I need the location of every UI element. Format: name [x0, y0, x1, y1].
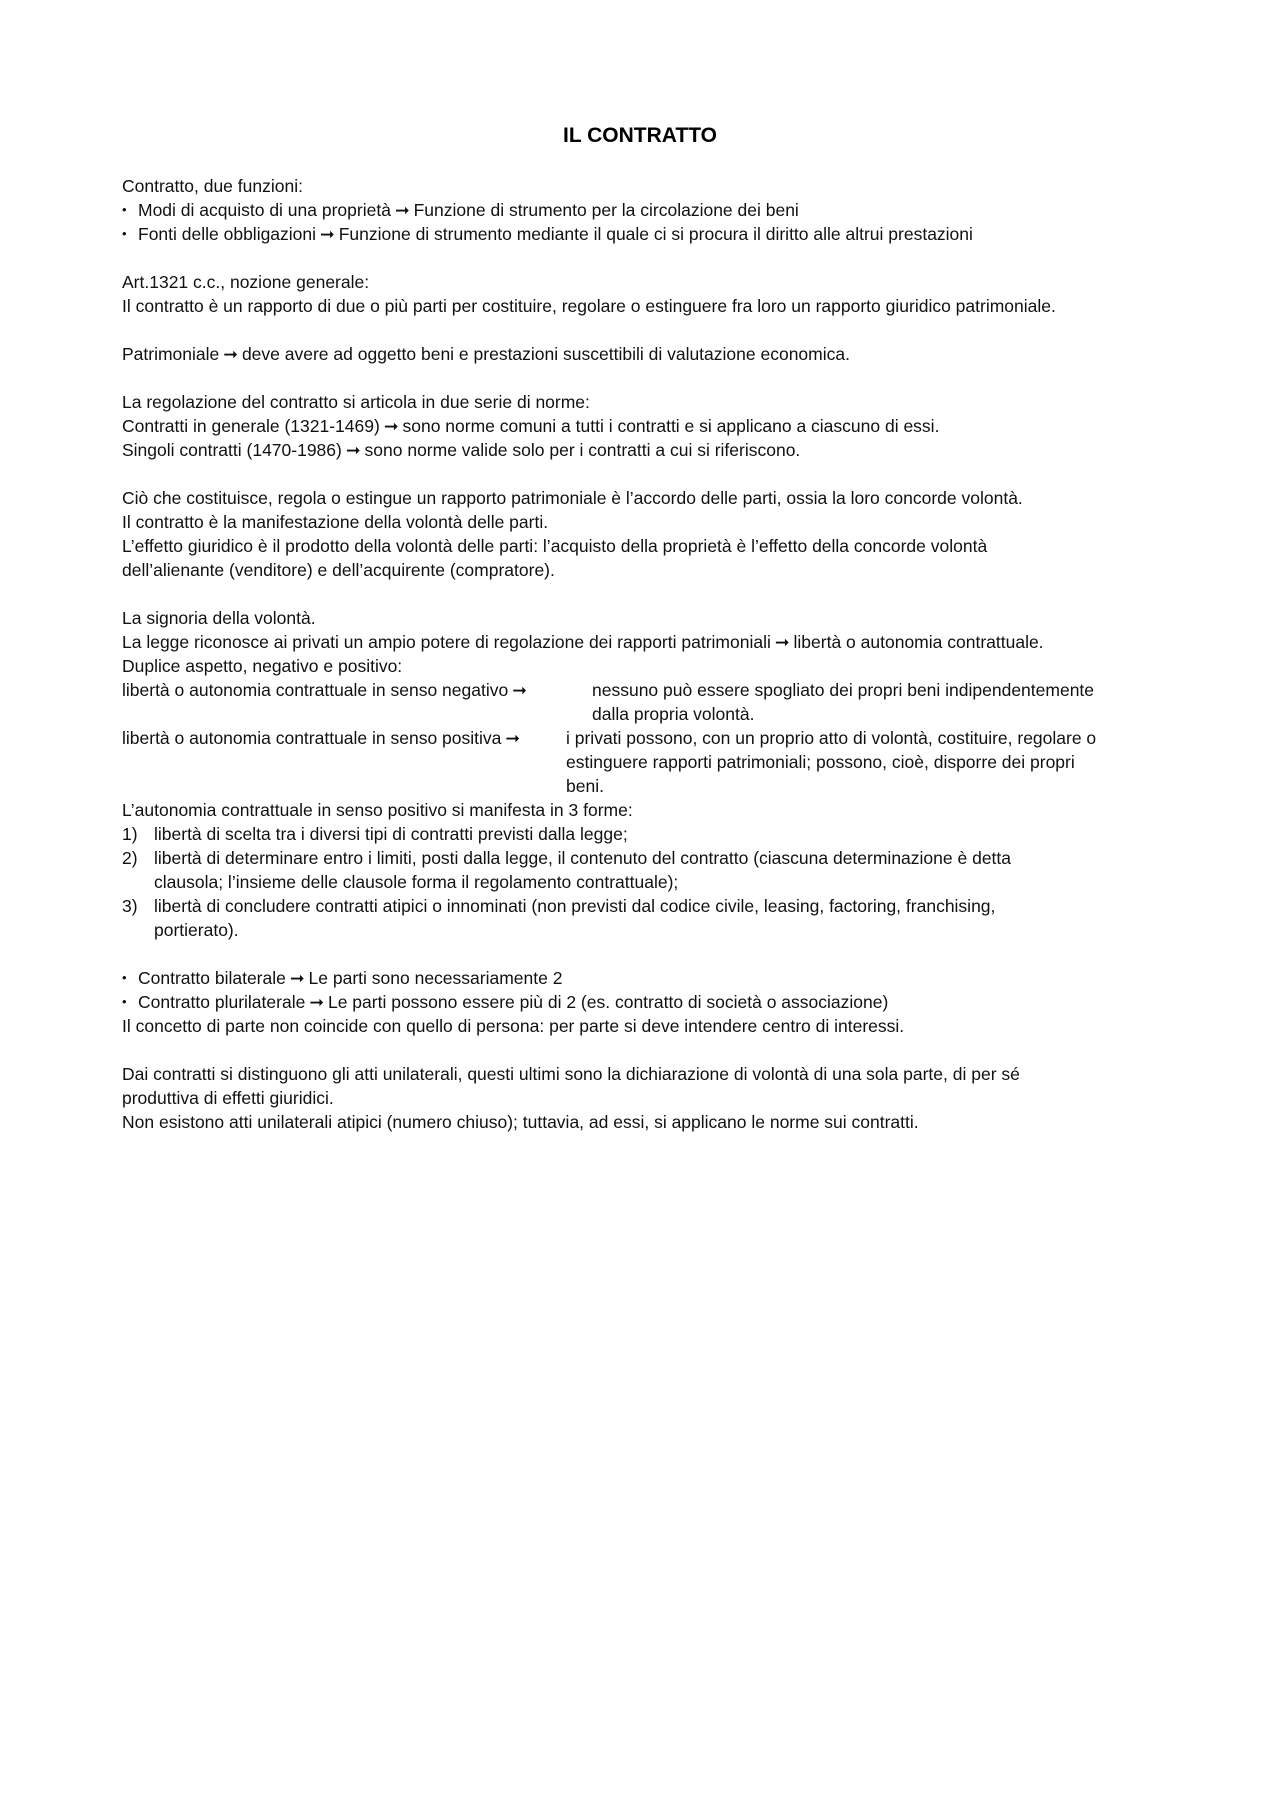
numbered-item: 3) libertà di concludere contratti atipici o innominati (non previsti dal codice civile, leasing, factoring, franchising, portierato).: [122, 896, 996, 940]
paragraph-line: Dai contratti si distinguono gli atti unilaterali, questi ultimi sono la dichiarazione di volontà di una sola parte, di per sé: [122, 1064, 1020, 1084]
arrow-right-icon: ➞: [394, 200, 410, 220]
arrow-right-icon: ➞: [320, 224, 335, 244]
list-item: • Modi di acquisto di una proprietà ➞ Funzione di strumento per la circolazione dei beni: [122, 200, 799, 220]
arrow-right-icon: ➞: [345, 440, 361, 460]
negative-autonomy-row: [122, 678, 1182, 726]
arrow-right-icon: ➞: [774, 632, 790, 652]
arrow-right-icon: ➞: [512, 680, 527, 700]
arrow-right-icon: ➞: [223, 344, 238, 364]
list-item: • Contratto plurilaterale ➞ Le parti possono essere più di 2 (es. contratto di società o associazione): [122, 992, 889, 1012]
arrow-right-icon: ➞: [289, 968, 305, 988]
functions-intro: Contratto, due funzioni:: [122, 176, 303, 196]
section-heading: La signoria della volontà.: [122, 608, 316, 628]
definition-description: nessuno può essere spogliato dei propri beni indipendentemente dalla propria volontà.: [592, 680, 1095, 724]
paragraph-line: produttiva di effetti giuridici.: [122, 1088, 334, 1108]
single-contracts-line: Singoli contratti (1470-1986) ➞ sono norme valide solo per i contratti a cui si riferiscono.: [122, 440, 801, 460]
general-contracts-line: Contratti in generale (1321-1469) ➞ sono norme comuni a tutti i contratti e si applicano a ciascuno di essi.: [122, 416, 940, 436]
bullet-icon: •: [122, 202, 127, 217]
article-heading: Art.1321 c.c., nozione generale:: [122, 272, 370, 292]
bullet-icon: •: [122, 994, 127, 1009]
paragraph-line: Ciò che costituisce, regola o estingue un rapporto patrimoniale è l’accordo delle parti, ossia la loro concorde volontà.: [122, 488, 1023, 508]
definition-term: libertà o autonomia contrattuale in senso positiva ➞: [122, 728, 521, 748]
list-item: • Contratto bilaterale ➞ Le parti sono necessariamente 2: [122, 968, 563, 988]
bullet-icon: •: [122, 970, 127, 985]
forms-intro: L’autonomia contrattuale in senso positivo si manifesta in 3 forme:: [122, 800, 633, 820]
arrow-right-icon: ➞: [505, 728, 521, 748]
definition-description: i privati possono, con un proprio atto di volontà, costituire, regolare o estinguere rapporti patrimoniali; possono, cioè, disporre dei propri beni.: [566, 728, 1097, 796]
paragraph-line: dell’alienante (venditore) e dell’acquirente (compratore).: [122, 560, 555, 580]
patrimoniale-definition: Patrimoniale ➞ deve avere ad oggetto beni e prestazioni suscettibili di valutazione economica.: [122, 344, 850, 364]
list-item: • Fonti delle obbligazioni ➞ Funzione di strumento mediante il quale ci si procura il diritto alle altrui prestazioni: [122, 224, 973, 244]
numbered-item: 2) libertà di determinare entro i limiti, posti dalla legge, il contenuto del contratto (ciascuna determinazione è detta clausola; l’insieme delle clausole forma il regolamento contrattuale);: [122, 848, 1012, 892]
document-body: [122, 174, 1182, 1134]
arrow-right-icon: ➞: [383, 416, 399, 436]
numbered-item: 1) libertà di scelta tra i diversi tipi di contratti previsti dalla legge;: [122, 824, 628, 844]
regulation-intro: La regolazione del contratto si articola in due serie di norme:: [122, 392, 590, 412]
paragraph-line: Non esistono atti unilaterali atipici (numero chiuso); tuttavia, ad essi, si applicano le norme sui contratti.: [122, 1112, 919, 1132]
paragraph-line: Duplice aspetto, negativo e positivo:: [122, 656, 403, 676]
paragraph-line: L’effetto giuridico è il prodotto della volontà delle parti: l’acquisto della proprietà è l’effetto della concorde volontà: [122, 536, 988, 556]
definition-term: libertà o autonomia contrattuale in senso negativo ➞: [122, 680, 527, 700]
paragraph-line: Il concetto di parte non coincide con quello di persona: per parte si deve intendere centro di interessi.: [122, 1016, 905, 1036]
document-title: IL CONTRATTO: [563, 124, 717, 147]
positive-autonomy-row: [122, 726, 1182, 798]
paragraph-line: Il contratto è la manifestazione della volontà delle parti.: [122, 512, 549, 532]
article-definition: Il contratto è un rapporto di due o più parti per costituire, regolare o estinguere fra loro un rapporto giuridico patrimoniale.: [122, 296, 1056, 316]
arrow-right-icon: ➞: [309, 992, 324, 1012]
paragraph-line: La legge riconosce ai privati un ampio potere di regolazione dei rapporti patrimoniali ➞ libertà o autonomia contrattuale.: [122, 632, 1044, 652]
bullet-icon: •: [122, 226, 127, 241]
